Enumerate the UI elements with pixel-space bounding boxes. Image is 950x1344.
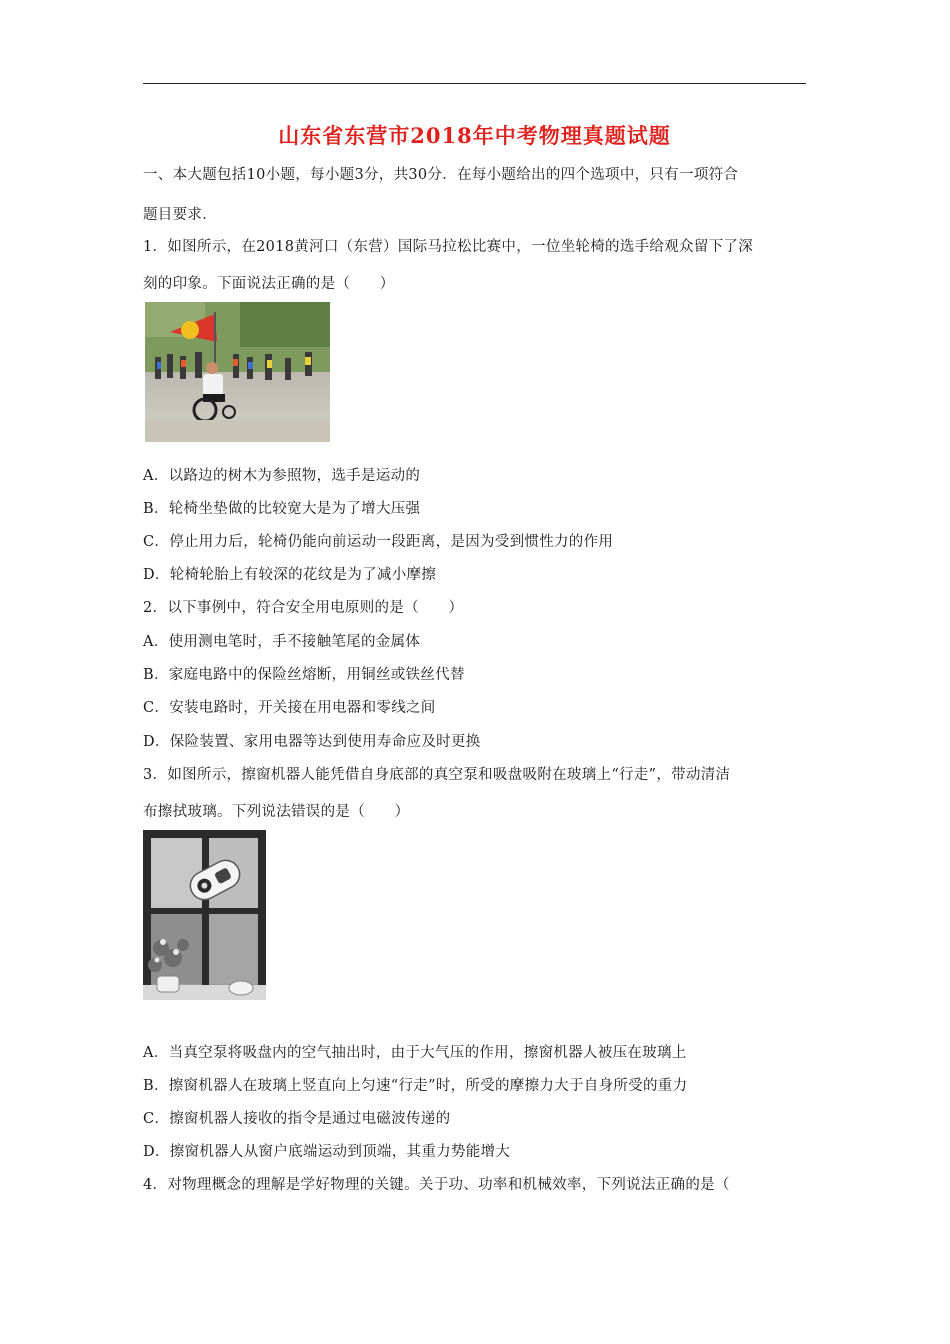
- window-cleaning-robot-photo: [143, 830, 266, 1000]
- question-3-option-d: D．擦窗机器人从窗户底端运动到顶端，其重力势能增大: [143, 1144, 511, 1160]
- header-rule: [143, 83, 806, 84]
- question-1-option-d: D．轮椅轮胎上有较深的花纹是为了减小摩擦: [143, 567, 437, 583]
- question-3-stem-cont: 布擦拭玻璃。下列说法错误的是（ ）: [143, 804, 410, 820]
- question-3-option-b: B．擦窗机器人在玻璃上竖直向上匀速“行走”时，所受的摩擦力大于自身所受的重力: [143, 1078, 688, 1094]
- question-3-option-c: C．擦窗机器人接收的指令是通过电磁波传递的: [143, 1111, 451, 1127]
- section-instructions-cont: 题目要求．: [143, 207, 217, 223]
- question-1-option-a: A．以路边的树木为参照物，选手是运动的: [143, 468, 421, 484]
- question-4-stem: 4．对物理概念的理解是学好物理的关键。关于功、功率和机械效率，下列说法正确的是（: [143, 1177, 730, 1193]
- question-3-option-a: A．当真空泵将吸盘内的空气抽出时，由于大气压的作用，擦窗机器人被压在玻璃上: [143, 1045, 687, 1061]
- question-2-stem: 2．以下事例中，符合安全用电原则的是（ ）: [143, 600, 464, 616]
- question-1-option-c: C．停止用力后，轮椅仍能向前运动一段距离，是因为受到惯性力的作用: [143, 534, 614, 550]
- question-1-stem: 1．如图所示，在2018黄河口（东营）国际马拉松比赛中，一位坐轮椅的选手给观众留下了深: [143, 239, 754, 255]
- question-1-option-b: B．轮椅坐垫做的比较宽大是为了增大压强: [143, 501, 421, 517]
- question-1-stem-cont: 刻的印象。下面说法正确的是（ ）: [143, 276, 395, 292]
- question-2-option-b: B．家庭电路中的保险丝熔断，用铜丝或铁丝代替: [143, 667, 465, 683]
- question-3-stem: 3．如图所示，擦窗机器人能凭借自身底部的真空泵和吸盘吸附在玻璃上“行走”，带动清洁: [143, 767, 731, 783]
- question-2-option-a: A．使用测电笔时，手不接触笔尾的金属体: [143, 634, 421, 650]
- section-instructions: 一、本大题包括10小题，每小题3分，共30分．在每小题给出的四个选项中，只有一项符合: [143, 167, 739, 183]
- question-2-option-c: C．安装电路时，开关接在用电器和零线之间: [143, 700, 436, 716]
- question-2-option-d: D．保险装置、家用电器等达到使用寿命应及时更换: [143, 734, 481, 750]
- page-title: 山东省东营市2018年中考物理真题试题: [278, 123, 671, 148]
- marathon-wheelchair-photo: [145, 302, 330, 442]
